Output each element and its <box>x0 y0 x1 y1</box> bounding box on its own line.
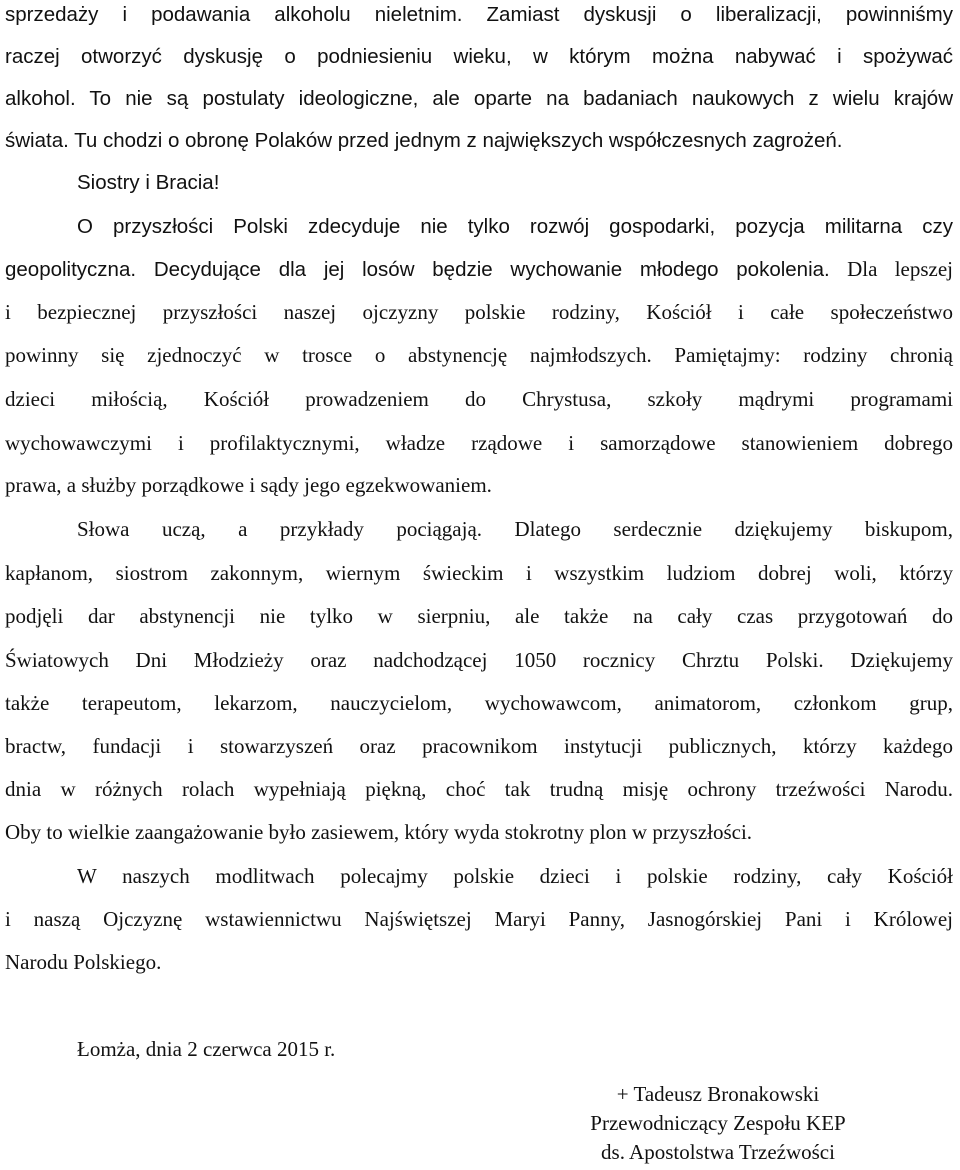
paragraph-line-8: i bezpiecznej przyszłości naszej ojczyzny polskie rodziny, Kościół i całe społeczeństwo <box>5 300 953 324</box>
salutation: Siostry i Bracia! <box>77 171 220 194</box>
paragraph-line-12: prawa, a służby porządkowe i sądy jego egzekwowaniem. <box>5 473 492 497</box>
place-and-date: Łomża, dnia 2 czerwca 2015 r. <box>77 1037 336 1061</box>
paragraph-line-15: podjęli dar abstynencji nie tylko w sierpniu, ale także na cały czas przygotowań do <box>5 604 953 628</box>
paragraph-line-3: alkohol. To nie są postulaty ideologiczne, ale oparte na badaniach naukowych z wielu krajów <box>5 87 953 110</box>
paragraph-line-1: sprzedaży i podawania alkoholu nieletnim. Zamiast dyskusji o liberalizacji, powinniśmy <box>5 3 953 26</box>
paragraph-line-19: dnia w różnych rolach wypełniają piękną, choć tak trudną misję ochrony trzeźwości Narodu. <box>5 777 953 801</box>
paragraph-line-2: raczej otworzyć dyskusję o podniesieniu wieku, w którym można nabywać i spożywać <box>5 45 953 68</box>
signature-organization: ds. Apostolstwa Trzeźwości <box>601 1140 835 1164</box>
paragraph-line-14: kapłanom, siostrom zakonnym, wiernym świeckim i wszystkim ludziom dobrej woli, którzy <box>5 561 953 585</box>
paragraph-line-7-part-2: Dla lepszej <box>847 257 954 281</box>
paragraph-line-16: Światowych Dni Młodzieży oraz nadchodzącej 1050 rocznicy Chrztu Polski. Dziękujemy <box>5 648 953 672</box>
paragraph-line-11: wychowawczymi i profilaktycznymi, władze rządowe i samorządowe stanowieniem dobrego <box>5 431 953 455</box>
paragraph-line-23: Narodu Polskiego. <box>5 950 162 974</box>
paragraph-line-17: także terapeutom, lekarzom, nauczycielom, wychowawcom, animatorom, członkom grup, <box>5 691 953 715</box>
paragraph-line-18: bractw, fundacji i stowarzyszeń oraz pracownikom instytucji publicznych, którzy każdego <box>5 734 953 758</box>
paragraph-line-9-part-2: Pamiętajmy: rodziny chronią <box>674 343 953 367</box>
signature-block <box>548 1080 888 1167</box>
paragraph-line-10: dzieci miłością, Kościół prowadzeniem do Chrystusa, szkoły mądrymi programami <box>5 387 953 411</box>
signature-role: Przewodniczący Zespołu KEP <box>590 1111 846 1135</box>
paragraph-line-21: W naszych modlitwach polecajmy polskie dzieci i polskie rodziny, cały Kościół <box>77 864 953 888</box>
signature-name: + Tadeusz Bronakowski <box>616 1082 820 1106</box>
paragraph-line-22: i naszą Ojczyznę wstawiennictwu Najświętszej Maryi Panny, Jasnogórskiej Pani i Królowej <box>5 907 953 931</box>
paragraph-line-4: świata. Tu chodzi o obronę Polaków przed jednym z największych współczesnych zagrożeń. <box>5 129 843 152</box>
paragraph-line-6: O przyszłości Polski zdecyduje nie tylko rozwój gospodarki, pozycja militarna czy <box>77 215 953 238</box>
paragraph-line-7 <box>5 254 953 284</box>
paragraph-line-20: Oby to wielkie zaangażowanie było zasiewem, który wyda stokrotny plon w przyszłości. <box>5 820 753 844</box>
paragraph-line-7-part-1: geopolityczna. Decydujące dla jej losów będzie wychowanie młodego pokolenia. <box>5 258 830 281</box>
paragraph-line-13: Słowa uczą, a przykłady pociągają. Dlatego serdecznie dziękujemy biskupom, <box>77 517 953 541</box>
paragraph-line-9-part-1: powinny się zjednoczyć w trosce o abstynencję najmłodszych. <box>5 343 652 367</box>
paragraph-line-9 <box>5 340 953 370</box>
